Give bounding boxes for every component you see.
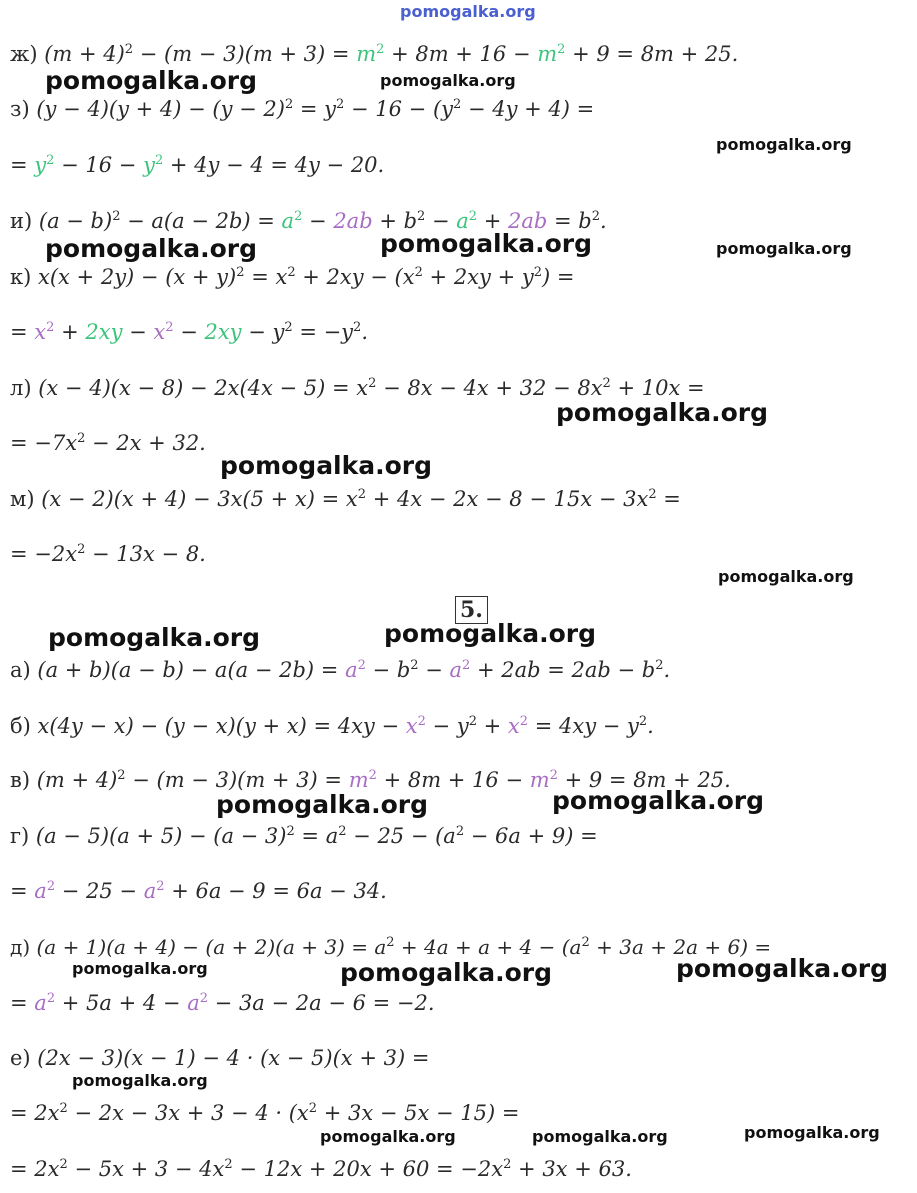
watermark: pomogalka.org bbox=[380, 71, 516, 90]
watermark: pomogalka.org bbox=[340, 958, 553, 987]
watermark: pomogalka.org bbox=[45, 234, 258, 263]
watermark: pomogalka.org bbox=[380, 229, 593, 258]
equation-line-z: з) $(y - 4)(y + 4) - (y - 2)^2 = y^2 - 16 - (y^2 - 4y + 4)$ = bbox=[10, 97, 595, 121]
equation-line-v: в) $(m + 4)^2 - (m - 3)(m + 3) = m^2 + 8m + 16 - m^2 + 9 = 8m + 25$. bbox=[10, 768, 731, 792]
task-number: 5. bbox=[455, 596, 488, 624]
watermark: pomogalka.org bbox=[72, 1071, 208, 1090]
equation-line-i: и) $(a - b)^2 - a(a - 2b) = a^2 - 2ab + b^2 - a^2 + 2ab = b^2$. bbox=[10, 209, 607, 233]
equation-line-d: д) $(a + 1)(a + 4) - (a + 2)(a + 3) = a^2 + 4a + a + 4 - (a^2 + 3a + 2a + 6)$ = bbox=[10, 935, 772, 959]
equation-line-l: л) $(x - 4)(x - 8) - 2x(4x - 5) = x^2 - 8x - 4x + 32 - 8x^2 + 10x$ = bbox=[10, 376, 705, 400]
equation-line-a: а) $(a + b)(a - b) - a(a - 2b) = a^2 - b^2 - a^2 + 2ab = 2ab - b^2$. bbox=[10, 658, 671, 682]
equation-line-g: г) $(a - 5)(a + 5) - (a - 3)^2 = a^2 - 25 - (a^2 - 6a + 9)$ = bbox=[10, 824, 598, 848]
watermark: pomogalka.org bbox=[216, 790, 429, 819]
watermark: pomogalka.org bbox=[532, 1127, 668, 1146]
equation-line-b: б) $x(4y - x) - (y - x)(y + x) = 4xy - x^2 - y^2 + x^2 = 4xy - y^2$. bbox=[10, 714, 654, 738]
watermark: pomogalka.org bbox=[744, 1123, 880, 1142]
watermark: pomogalka.org bbox=[718, 567, 854, 586]
watermark: pomogalka.org bbox=[552, 786, 765, 815]
equation-line-m-cont: = $-2x^2 - 13x - 8$. bbox=[10, 542, 206, 566]
watermark: pomogalka.org bbox=[556, 398, 769, 427]
equation-line-z-cont: = $y^2 - 16 - y^2 + 4y - 4 = 4y - 20$. bbox=[10, 153, 385, 177]
watermark: pomogalka.org bbox=[716, 135, 852, 154]
equation-line-d-cont: = $a^2 + 5a + 4 - a^2 - 3a - 2a - 6 = -2$. bbox=[10, 991, 435, 1015]
equation-line-g-cont: = $a^2 - 25 - a^2 + 6a - 9 = 6a - 34$. bbox=[10, 879, 387, 903]
equation-line-e: е) (2x − 3)(x − 1) − 4 · (x − 5)(x + 3) = bbox=[10, 1046, 430, 1070]
watermark: pomogalka.org bbox=[220, 451, 433, 480]
watermark: pomogalka.org bbox=[72, 959, 208, 978]
equation-line-zh: ж) $(m + 4)^2 - (m - 3)(m + 3) = m^2 + 8m + 16 - m^2 + 9 = 8m + 25$. bbox=[10, 42, 739, 66]
equation-line-k: к) $x(x + 2y) - (x + y)^2 = x^2 + 2xy - (x^2 + 2xy + y^2)$ = bbox=[10, 265, 575, 289]
equation-line-m: м) $(x - 2)(x + 4) - 3x(5 + x) = x^2 + 4x - 2x - 8 - 15x - 3x^2$ = bbox=[10, 487, 681, 511]
watermark: pomogalka.org bbox=[45, 66, 258, 95]
watermark: pomogalka.org bbox=[320, 1127, 456, 1146]
watermark: pomogalka.org bbox=[676, 954, 889, 983]
equation-line-l-cont: = $-7x^2 - 2x + 32$. bbox=[10, 431, 206, 455]
watermark: pomogalka.org bbox=[384, 619, 597, 648]
equation-line-e-cont2: = $2x^2 - 5x + 3 - 4x^2 - 12x + 20x + 60 = -2x^2 + 3x + 63$. bbox=[10, 1157, 632, 1181]
watermark: pomogalka.org bbox=[48, 623, 261, 652]
equation-line-k-cont: = $x^2 + 2xy - x^2 - 2xy - y^2 = -y^2$. bbox=[10, 320, 369, 344]
watermark: pomogalka.org bbox=[716, 239, 852, 258]
watermark-top: pomogalka.org bbox=[400, 2, 536, 21]
equation-line-e-cont1: = $2x^2 - 2x - 3x + 3 - 4 \cdot (x^2 + 3x - 5x - 15)$ = bbox=[10, 1101, 520, 1125]
